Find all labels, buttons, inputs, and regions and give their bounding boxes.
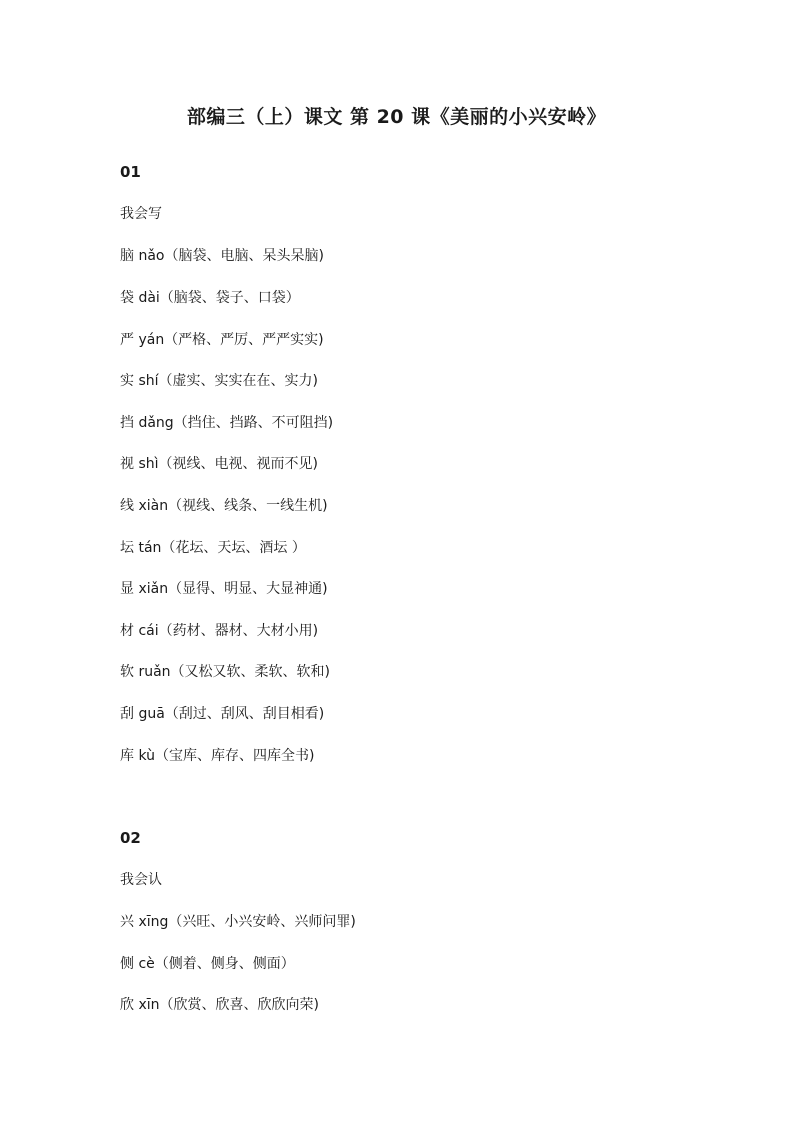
vocab-item: 脑 nǎo（脑袋、电脑、呆头呆脑) [120,248,324,264]
vocab-item: 挡 dǎng（挡住、挡路、不可阻挡) [120,415,334,431]
section-heading: 我会认 [120,872,162,888]
vocab-item: 坛 tán（花坛、天坛、酒坛 ） [120,540,306,556]
vocab-item: 库 kù（宝库、库存、四库全书) [120,748,315,764]
vocab-item: 显 xiǎn（显得、明显、大显神通) [120,581,328,597]
vocab-item: 欣 xīn（欣赏、欣喜、欣欣向荣) [120,997,319,1013]
section-heading: 我会写 [120,206,162,222]
vocab-item: 实 shí（虚实、实实在在、实力) [120,373,318,389]
vocab-item: 材 cái（药材、器材、大材小用) [120,623,319,639]
vocab-item: 视 shì（视线、电视、视而不见) [120,456,318,472]
page-title: 部编三（上）课文 第 20 课《美丽的小兴安岭》 [186,106,607,128]
section-number: 01 [120,163,141,181]
section-number: 02 [120,829,141,847]
vocab-item: 线 xiàn（视线、线条、一线生机) [120,498,328,514]
vocab-item: 软 ruǎn（又松又软、柔软、软和) [120,664,330,680]
vocab-item: 兴 xīng（兴旺、小兴安岭、兴师问罪) [120,914,356,930]
vocab-item: 严 yán（严格、严厉、严严实实) [120,332,324,348]
vocab-item: 侧 cè（侧着、侧身、侧面） [120,956,295,972]
vocab-item: 刮 guā（刮过、刮风、刮目相看) [120,706,325,722]
vocab-item: 袋 dài（脑袋、袋子、口袋） [120,290,300,306]
